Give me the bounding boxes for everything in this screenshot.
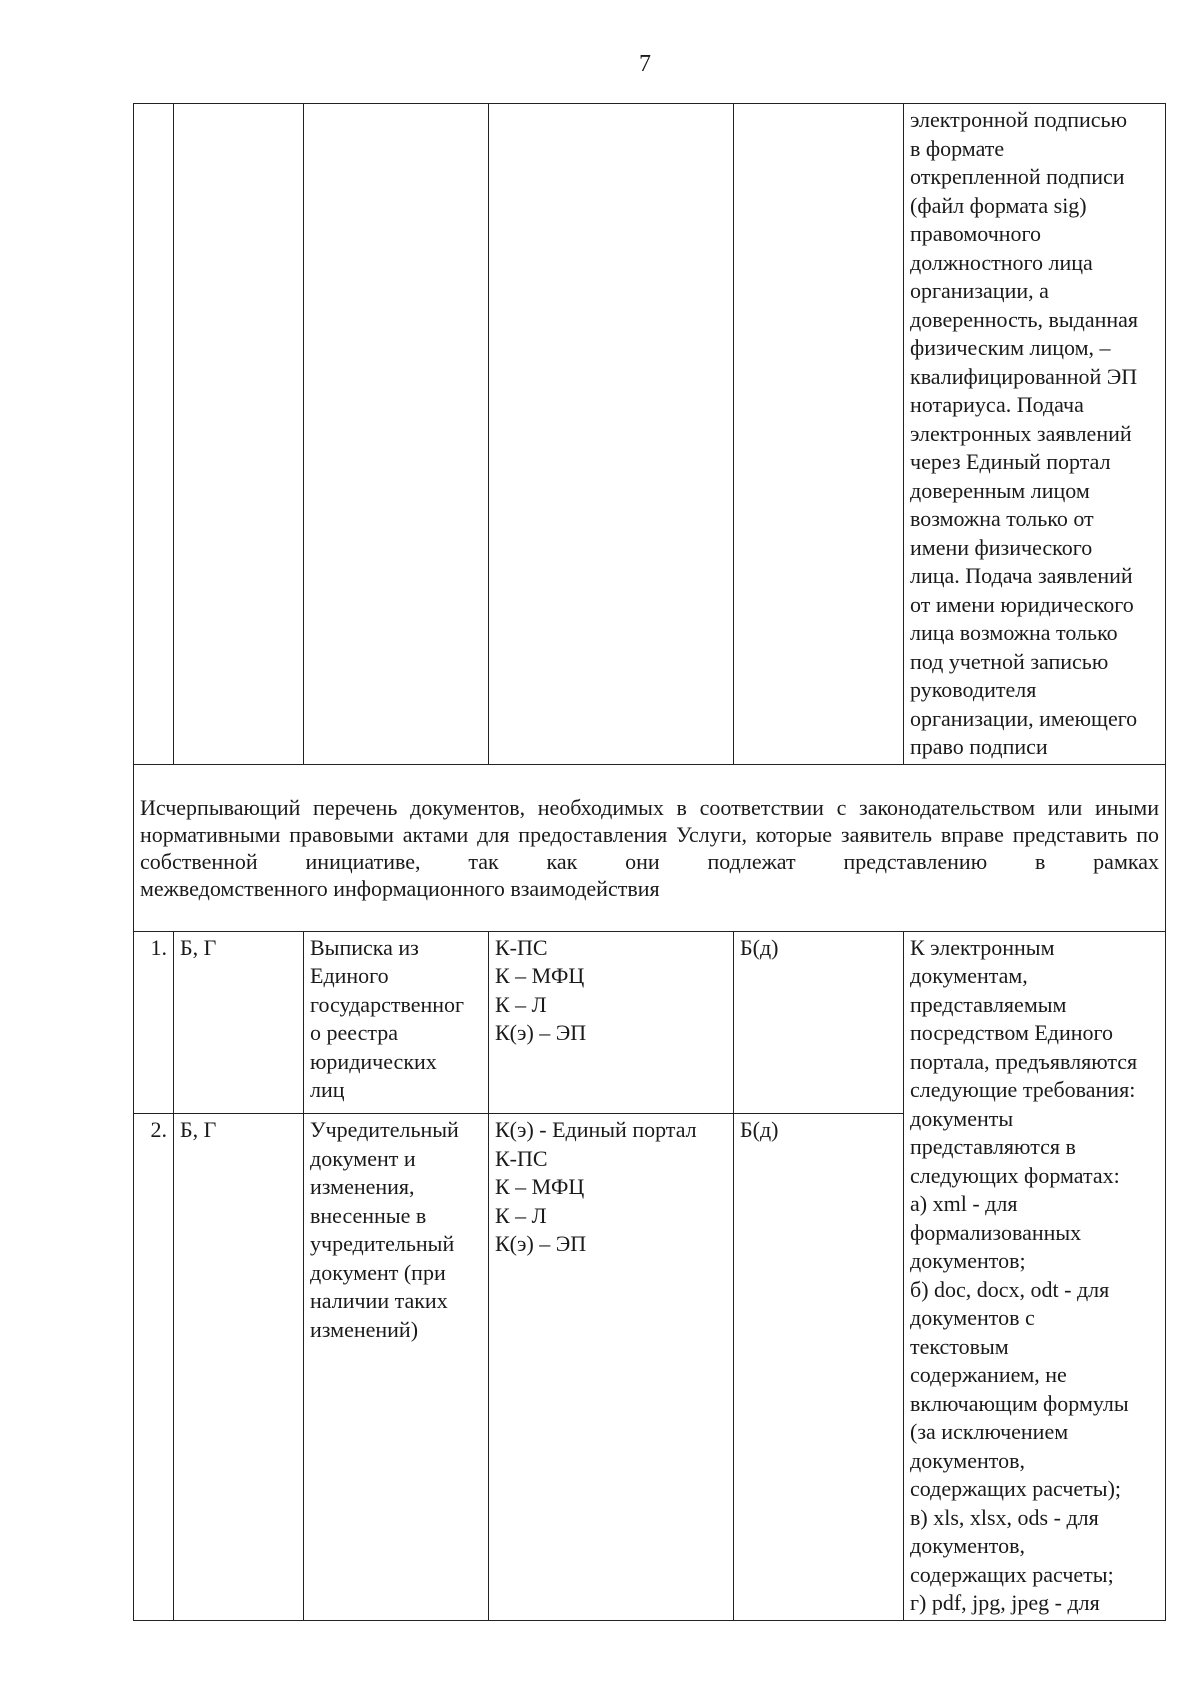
continuation-row — [134, 104, 1166, 765]
section-header-last-line: межведомственного информационного взаимодействия — [140, 875, 660, 901]
row-document: Учредительный документ и изменения, внесенные в учредительный документ (при наличии таких изменений) — [304, 1114, 489, 1620]
cell-empty — [304, 104, 489, 765]
row-form: Б(д) — [734, 1114, 904, 1620]
row-groups: Б, Г — [174, 931, 304, 1114]
section-header-cell — [134, 764, 1166, 931]
cell-empty — [134, 104, 174, 765]
cell-empty — [734, 104, 904, 765]
documents-table — [133, 103, 1166, 1621]
continuation-requirements-cell: электронной подписью в формате открепленной подписи (файл формата sig) правомочного должностного лица организации, а доверенность, выданная физическим лицом, – квалифицированной ЭП нотариуса. Подача электронных заявлений через Единый портал доверенным лицом возможна только от имени физического лица. Подача заявлений от имени юридического лица возможна только под учетной записью руководителя организации, имеющего право подписи — [904, 104, 1166, 765]
row-number: 2. — [134, 1114, 174, 1620]
row-form: Б(д) — [734, 931, 904, 1114]
row-channels: К-ПС К – МФЦ К – Л К(э) – ЭП — [489, 931, 734, 1114]
table-row — [134, 931, 1166, 1114]
requirements-cell: К электронным документам, представляемым посредством Единого портала, предъявляются следующие требования: документы представляются в следующих форматах: а) xml - для формализованных документов; б) doc, docx, odt - для документов с текстовым содержанием, не включающим формулы (за исключением документов, содержащих расчеты); в) xls, xlsx, ods - для документов, содержащих расчеты; г) pdf, jpg, jpeg - для — [904, 931, 1166, 1620]
row-document: Выписка из Единого государственног о реестра юридических лиц — [304, 931, 489, 1114]
row-groups: Б, Г — [174, 1114, 304, 1620]
section-header-row — [134, 764, 1166, 931]
section-header-text: Исчерпывающий перечень документов, необходимых в соответствии с законодательством или иными нормативными правовыми актами для предоставления Услуги, которые заявитель вправе представить по собственной инициативе, так как они подлежат представлению в рамках — [140, 794, 1159, 874]
row-channels: К(э) - Единый портал К-ПС К – МФЦ К – Л К(э) – ЭП — [489, 1114, 734, 1620]
page-number: 7 — [639, 51, 651, 77]
cell-empty — [489, 104, 734, 765]
cell-empty — [174, 104, 304, 765]
row-number: 1. — [134, 931, 174, 1114]
